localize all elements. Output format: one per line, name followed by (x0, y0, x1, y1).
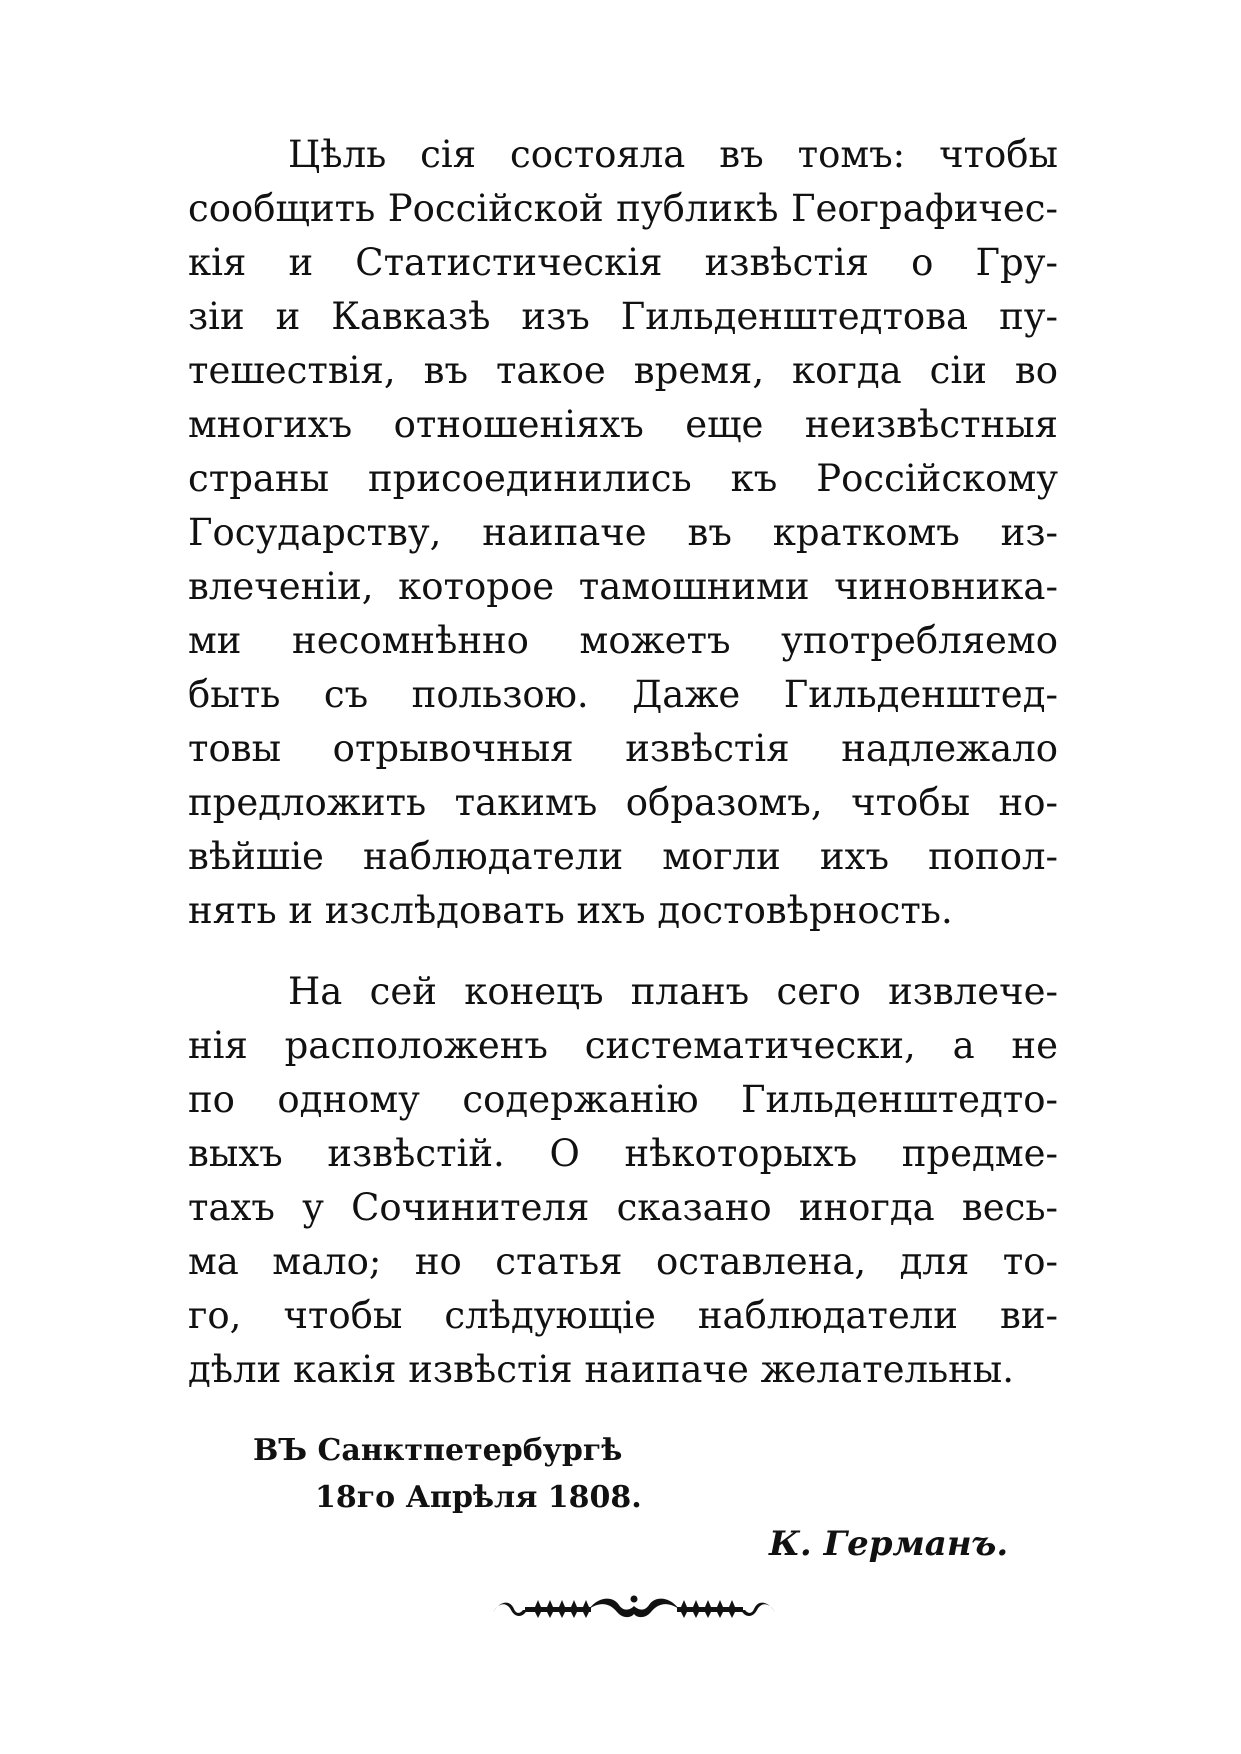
preface-paragraph-2 (188, 965, 1058, 1397)
text-line: кія и Статистическія извѣстія о Гру- (188, 241, 1058, 284)
text-line: Государству, наипаче въ краткомъ из- (188, 511, 1058, 554)
text-line: Цѣль сія состояла въ томъ: чтобы (288, 133, 1058, 176)
text-line: ми несомнѣнно можетъ употребляемо (188, 619, 1058, 662)
text-line: быть съ пользою. Даже Гильденштед- (188, 673, 1058, 716)
text-line: На сей конецъ планъ сего извлече- (288, 970, 1058, 1013)
text-line: сообщить Россійской публикѣ Географичес- (188, 187, 1058, 230)
text-line: тешествія, въ такое время, когда сіи во (188, 349, 1058, 392)
preface-paragraph-1 (188, 128, 1058, 938)
place-line: ВЪ Санктпетербургѣ (253, 1433, 623, 1468)
text-line: зіи и Кавказѣ изъ Гильденштедтова пу- (188, 295, 1058, 338)
text-line: нія расположенъ систематически, а не (188, 1024, 1058, 1067)
author-signature: К. Германъ. (769, 1524, 1009, 1564)
text-line: товы отрывочныя извѣстія надлежало (188, 727, 1058, 770)
text-line: предложить такимъ образомъ, чтобы но- (188, 781, 1058, 824)
text-line: дѣли какія извѣстія наипаче желательны. (188, 1348, 1014, 1391)
date-line: 18го Апрѣля 1808. (315, 1480, 642, 1515)
text-line: вѣйшіе наблюдатели могли ихъ попол- (188, 835, 1058, 878)
text-line: выхъ извѣстій. О нѣкоторыхъ предме- (188, 1132, 1058, 1175)
text-line: по одному содержанію Гильденштедто- (188, 1078, 1058, 1121)
text-line: страны присоединились къ Россійскому (188, 457, 1058, 500)
text-line: влеченіи, которое тамошними чиновника- (188, 565, 1058, 608)
text-line: нять и изслѣдовать ихъ достовѣрность. (188, 889, 953, 932)
text-line: го, чтобы слѣдующіе наблюдатели ви- (188, 1294, 1058, 1337)
text-line: многихъ отношеніяхъ еще неизвѣстныя (188, 403, 1058, 446)
text-line: тахъ у Сочинителя сказано иногда весь- (188, 1186, 1058, 1229)
ornament-divider-icon (489, 1590, 779, 1626)
text-line: ма мало; но статья оставлена, для то- (188, 1240, 1058, 1283)
